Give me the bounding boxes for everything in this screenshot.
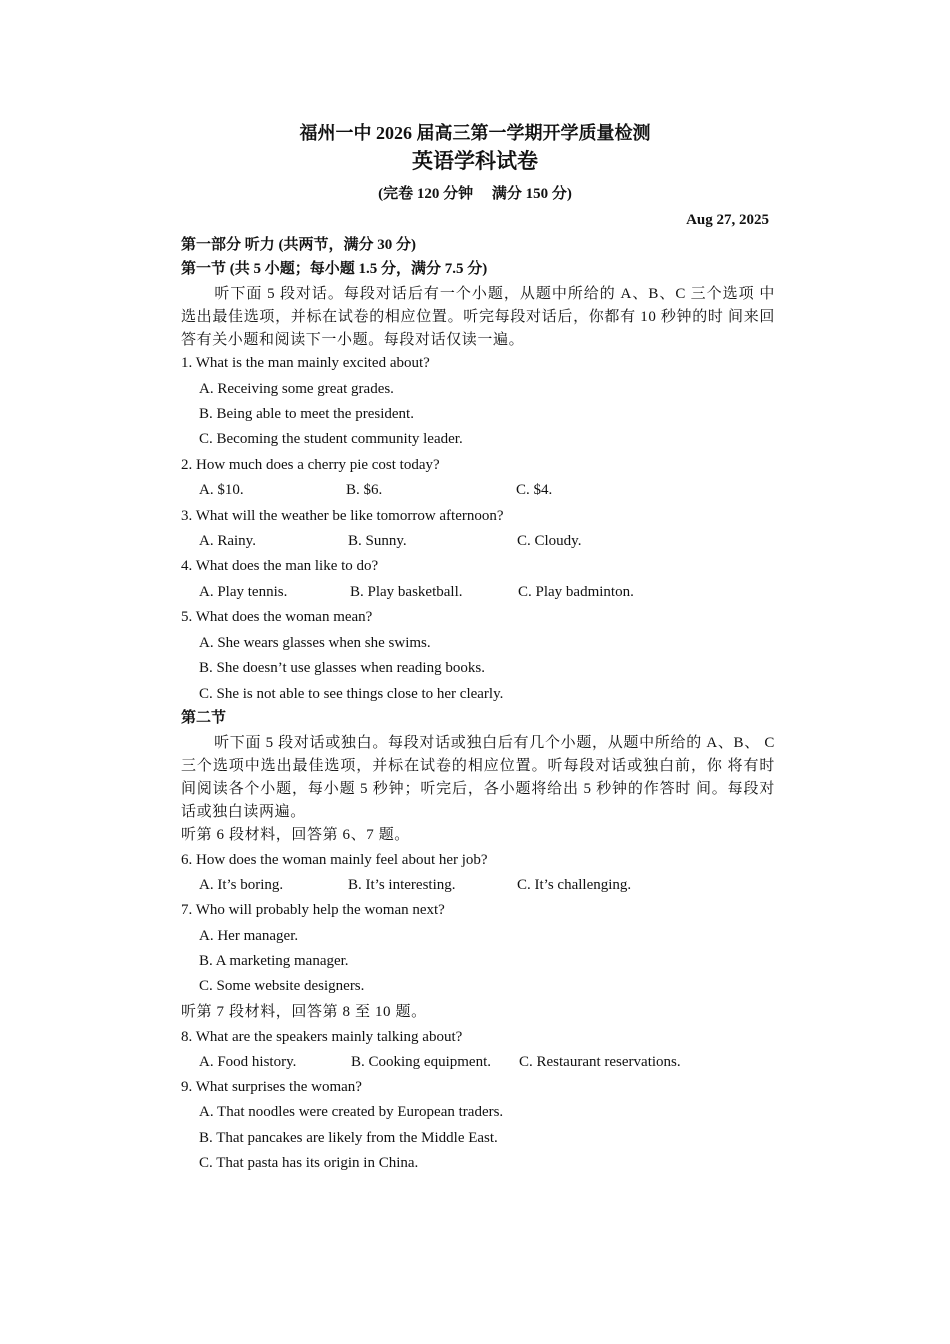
material-6-note: 听第 6 段材料，回答第 6、7 题。 bbox=[181, 827, 410, 843]
question-8-option-b: B. Cooking equipment. bbox=[351, 1054, 491, 1070]
question-2-stem: 2. How much does a cherry pie cost today? bbox=[181, 457, 440, 473]
section2-instructions bbox=[181, 732, 775, 824]
question-3-stem: 3. What will the weather be like tomorrow afternoon? bbox=[181, 508, 504, 524]
question-6-option-b: B. It’s interesting. bbox=[348, 877, 456, 893]
question-4-option-b: B. Play basketball. bbox=[350, 584, 463, 600]
section1-heading: 第一节 (共 5 小题；每小题 1.5 分，满分 7.5 分) bbox=[181, 261, 488, 277]
question-1-option-a: A. Receiving some great grades. bbox=[199, 381, 394, 397]
question-4-option-a: A. Play tennis. bbox=[199, 584, 288, 600]
section2-instructions-text: 听下面 5 段对话或独白。每段对话或独白后有几个小题，从题中所给的 A、B、 C 三个选项中选出最佳选项，并标在试卷的相应位置。听每段对话或独白前，你 将有时间阅读各个小题，每小题 5 秒钟；听完后，各小题将给出 5 秒钟的作答时 间。每段对话或独白读两遍。 bbox=[181, 735, 775, 820]
question-5-option-c: C. She is not able to see things close to her clearly. bbox=[199, 686, 504, 702]
question-3-option-a: A. Rainy. bbox=[199, 533, 256, 549]
exam-title: 福州一中 2026 届高三第一学期开学质量检测 bbox=[299, 123, 651, 143]
question-7-stem: 7. Who will probably help the woman next? bbox=[181, 902, 445, 918]
exam-date: Aug 27, 2025 bbox=[686, 212, 769, 228]
question-6-option-a: A. It’s boring. bbox=[199, 877, 284, 893]
question-2-option-c: C. $4. bbox=[516, 482, 553, 498]
question-9-option-c: C. That pasta has its origin in China. bbox=[199, 1155, 419, 1171]
part1-heading: 第一部分 听力 (共两节，满分 30 分) bbox=[181, 237, 416, 253]
question-8-option-c: C. Restaurant reservations. bbox=[519, 1054, 681, 1070]
section2-heading: 第二节 bbox=[181, 710, 227, 726]
question-6-stem: 6. How does the woman mainly feel about her job? bbox=[181, 852, 488, 868]
question-2-option-b: B. $6. bbox=[346, 482, 383, 498]
question-4-option-c: C. Play badminton. bbox=[518, 584, 634, 600]
question-3-option-c: C. Cloudy. bbox=[517, 533, 582, 549]
exam-time-info: (完卷 120 分钟 满分 150 分) bbox=[378, 186, 572, 202]
question-9-stem: 9. What surprises the woman? bbox=[181, 1079, 362, 1095]
question-8-stem: 8. What are the speakers mainly talking about? bbox=[181, 1029, 463, 1045]
question-9-option-b: B. That pancakes are likely from the Middle East. bbox=[199, 1130, 498, 1146]
question-1-option-b: B. Being able to meet the president. bbox=[199, 406, 414, 422]
question-7-option-c: C. Some website designers. bbox=[199, 978, 365, 994]
question-9-option-a: A. That noodles were created by European traders. bbox=[199, 1104, 504, 1120]
question-2-option-a: A. $10. bbox=[199, 482, 244, 498]
question-1-option-c: C. Becoming the student community leader. bbox=[199, 431, 463, 447]
question-6-option-c: C. It’s challenging. bbox=[517, 877, 632, 893]
question-8-option-a: A. Food history. bbox=[199, 1054, 297, 1070]
material-7-note: 听第 7 段材料，回答第 8 至 10 题。 bbox=[181, 1004, 427, 1020]
question-1-stem: 1. What is the man mainly excited about? bbox=[181, 355, 430, 371]
question-4-stem: 4. What does the man like to do? bbox=[181, 558, 379, 574]
question-5-stem: 5. What does the woman mean? bbox=[181, 609, 373, 625]
question-7-option-a: A. Her manager. bbox=[199, 928, 299, 944]
section1-instructions-text: 听下面 5 段对话。每段对话后有一个小题，从题中所给的 A、B、C 三个选项 中选出最佳选项，并标在试卷的相应位置。听完每段对话后，你都有 10 秒钟的时 间来回答有关小题和阅读下一小题。每段对话仅读一遍。 bbox=[181, 286, 775, 348]
question-5-option-b: B. She doesn’t use glasses when reading books. bbox=[199, 660, 485, 676]
question-5-option-a: A. She wears glasses when she swims. bbox=[199, 635, 431, 651]
section1-instructions bbox=[181, 283, 775, 352]
question-7-option-b: B. A marketing manager. bbox=[199, 953, 349, 969]
subject-title: 英语学科试卷 bbox=[412, 149, 538, 173]
question-3-option-b: B. Sunny. bbox=[348, 533, 407, 549]
